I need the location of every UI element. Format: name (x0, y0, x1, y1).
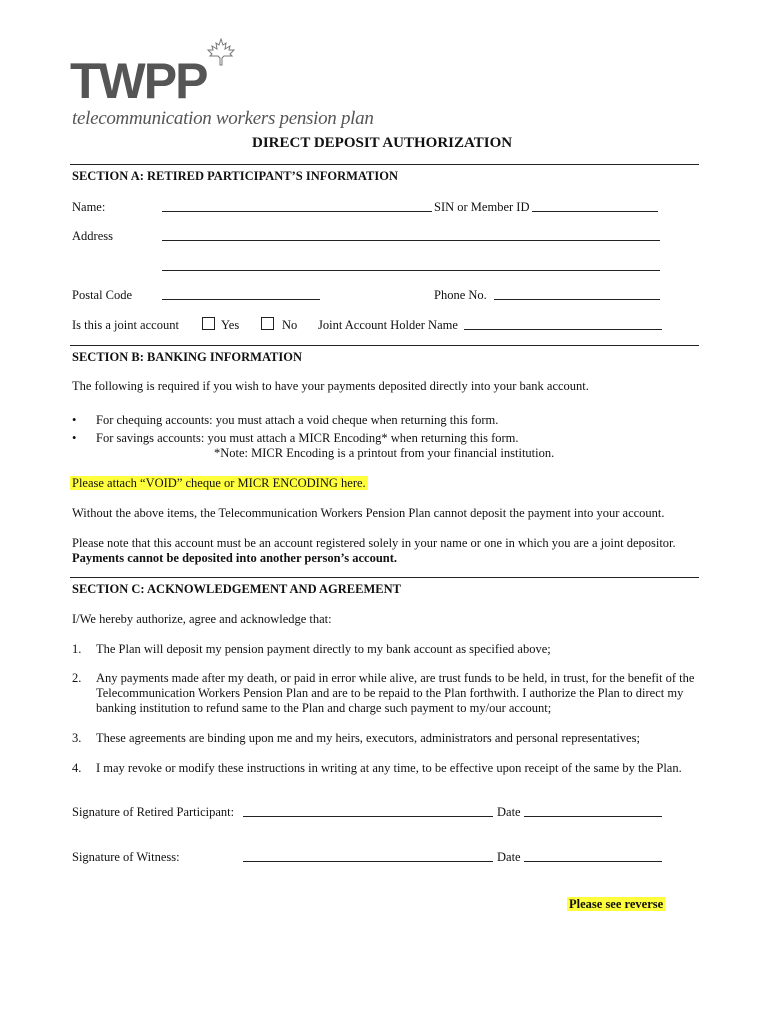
yes-label: Yes (221, 318, 240, 332)
logo-acronym: TWPP (70, 53, 207, 109)
bullet-savings: For savings accounts: you must attach a MICR Encoding* when returning this form. (96, 431, 519, 445)
postal-code-label: Postal Code (72, 288, 133, 302)
participant-date-field[interactable] (524, 805, 662, 817)
bullet-chequing: For chequing accounts: you must attach a void cheque when returning this form. (96, 413, 499, 427)
section-b-intro: The following is required if you wish to have your payments deposited directly into your bank account. (72, 379, 589, 393)
sin-label: SIN or Member ID (434, 200, 530, 214)
joint-account-label: Is this a joint account (72, 318, 179, 332)
see-reverse-text: Please see reverse (569, 897, 664, 911)
micr-note: *Note: MICR Encoding is a printout from your financial institution. (214, 446, 555, 460)
joint-holder-label: Joint Account Holder Name (318, 318, 458, 332)
witness-signature-label: Signature of Witness: (72, 850, 180, 864)
phone-field[interactable] (494, 288, 660, 300)
name-field[interactable] (162, 200, 432, 212)
page-title: DIRECT DEPOSIT AUTHORIZATION (252, 135, 513, 151)
participant-signature-label: Signature of Retired Participant: (72, 805, 235, 819)
sin-field[interactable] (532, 200, 658, 212)
divider (70, 577, 699, 578)
witness-date-field[interactable] (524, 850, 662, 862)
bullet-dot: • (72, 431, 77, 445)
witness-date-label: Date (497, 850, 521, 864)
account-note: Please note that this account must be an account registered solely in your name or one in which you are a joint depositor. (72, 536, 676, 550)
address-label: Address (72, 229, 113, 243)
agreement-item-2: Any payments made after my death, or paid in error while alive, are trust funds to be held, in trust, for the benefit of the Telecommunication Workers Pension Plan and are to be repaid to the Plan forthwith. I authorize the Plan to direct my banking institution to refund same to the Plan and charge such payment to my/our account; (96, 671, 695, 715)
without-items-text: Without the above items, the Telecommunication Workers Pension Plan cannot deposit the payment into your account. (72, 506, 665, 520)
item-number: 3. (72, 731, 82, 745)
witness-signature-field[interactable] (243, 850, 493, 862)
account-note-bold: Payments cannot be deposited into another person’s account. (72, 551, 398, 565)
logo-tagline: telecommunication workers pension plan (72, 108, 374, 129)
section-b-heading: SECTION B: BANKING INFORMATION (72, 350, 302, 364)
item-number: 4. (72, 761, 82, 775)
yes-checkbox[interactable] (202, 317, 215, 330)
agreement-item-3: These agreements are binding upon me and my heirs, executors, administrators and personal representatives; (96, 731, 640, 745)
section-c-intro: I/We hereby authorize, agree and acknowledge that: (72, 612, 332, 626)
bullet-dot: • (72, 413, 77, 427)
divider (70, 164, 699, 165)
item-number: 2. (72, 671, 82, 685)
attach-highlight (70, 476, 368, 491)
joint-holder-field[interactable] (464, 318, 662, 330)
no-label: No (282, 318, 298, 332)
participant-signature-field[interactable] (243, 805, 493, 817)
agreement-item-4: I may revoke or modify these instructions in writing at any time, to be effective upon receipt of the same by the Plan. (96, 761, 682, 775)
participant-date-label: Date (497, 805, 521, 819)
attach-highlight-text: Please attach “VOID” cheque or MICR ENCODING here. (72, 476, 366, 490)
agreement-item-1: The Plan will deposit my pension payment directly to my bank account as specified above; (96, 642, 551, 656)
postal-code-field[interactable] (162, 288, 320, 300)
maple-leaf-icon (206, 38, 236, 66)
no-checkbox[interactable] (261, 317, 274, 330)
address-field-line-1[interactable] (162, 229, 660, 241)
item-number: 1. (72, 642, 82, 656)
section-a-heading: SECTION A: RETIRED PARTICIPANT’S INFORMATION (72, 169, 398, 183)
address-field-line-2[interactable] (162, 259, 660, 271)
section-c-heading: SECTION C: ACKNOWLEDGEMENT AND AGREEMENT (72, 582, 401, 596)
phone-label: Phone No. (434, 288, 487, 302)
name-label: Name: (72, 200, 106, 214)
see-reverse-note (567, 897, 665, 912)
divider (70, 345, 699, 346)
